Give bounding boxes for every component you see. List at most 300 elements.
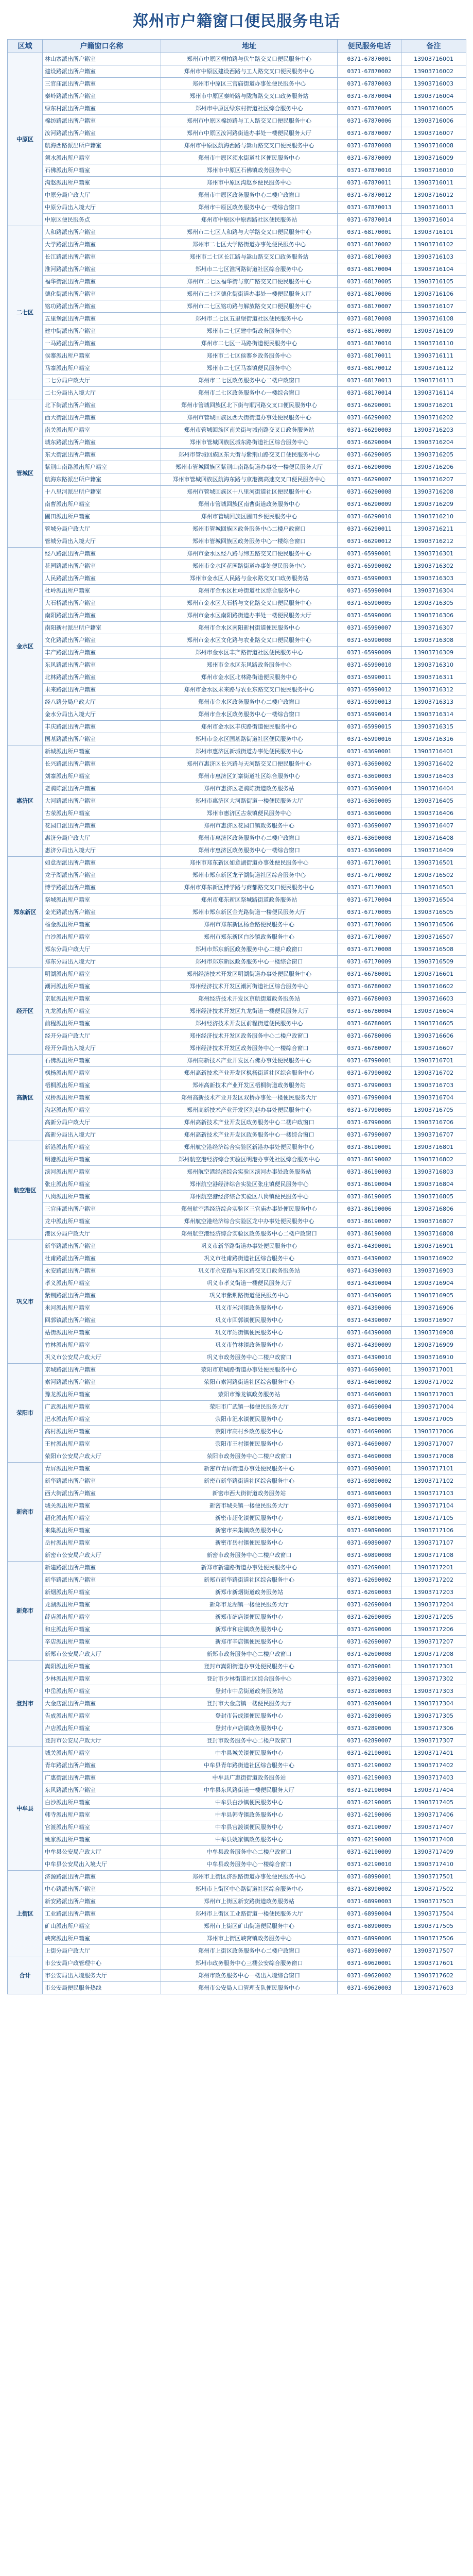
phone-cell: 0371-67990001 [338,1055,401,1067]
phone-cell: 0371-66290004 [338,436,401,449]
note-cell: 13903716205 [401,449,466,461]
window-name-cell: 梧桐派出所户籍室 [43,1079,161,1092]
address-cell: 郑州市金水区未来路与农业东路交叉口便民服务中心 [161,684,338,696]
window-name-cell: 峡窝派出所户籍室 [43,1933,161,1945]
note-cell: 13903716102 [401,239,466,251]
phone-cell: 0371-65990007 [338,622,401,634]
window-name-cell: 卢店派出所户籍室 [43,1722,161,1735]
table-row [8,140,466,152]
window-name-cell: 新安路派出所户籍室 [43,1895,161,1908]
window-name-cell: 大石桥派出所户籍室 [43,597,161,609]
phone-cell: 0371-64690006 [338,1426,401,1438]
note-cell: 13903716209 [401,498,466,511]
table-row [8,1141,466,1154]
address-cell: 郑州市郑东新区金光路街道一楼便民服务大厅 [161,906,338,919]
address-cell: 登封市卢店镇政务服务中心 [161,1722,338,1735]
window-name-cell: 东大街派出所户籍室 [43,449,161,461]
address-cell: 郑州市二七区政务服务中心二楼户政窗口 [161,375,338,387]
table-row [8,783,466,795]
district-cell: 新密市 [8,1463,43,1562]
phone-cell: 0371-64690005 [338,1413,401,1426]
table-row [8,1228,466,1240]
window-name-cell: 高村派出所户籍室 [43,1426,161,1438]
address-cell: 郑州市惠济区新城街道办事处便民服务中心 [161,745,338,758]
table-row [8,1586,466,1599]
table-header-row [8,40,466,53]
window-name-cell: 滨河派出所户籍室 [43,1166,161,1178]
window-name-cell: 经八路分局户政大厅 [43,696,161,708]
table-row [8,1191,466,1203]
phone-cell: 0371-67170002 [338,869,401,882]
note-cell: 13903716405 [401,795,466,807]
note-cell: 13903717303 [401,1685,466,1698]
table-row [8,684,466,696]
address-cell: 中牟县青年路街道社区综合服务中心 [161,1759,338,1772]
phone-cell: 0371-68990002 [338,1883,401,1895]
table-row [8,1351,466,1364]
address-cell: 郑州市上街区新安路街道政务服务站 [161,1895,338,1908]
note-cell: 13903716101 [401,226,466,239]
note-cell: 13903717504 [401,1908,466,1920]
note-cell: 13903716212 [401,535,466,548]
table-row [8,300,466,313]
address-cell: 中牟县韩寺镇政务服务中心 [161,1809,338,1821]
phone-cell: 0371-68990006 [338,1933,401,1945]
phone-cell: 0371-62190006 [338,1809,401,1821]
window-name-cell: 三官庙派出所户籍室 [43,78,161,90]
phone-cell: 0371-64690002 [338,1376,401,1388]
note-cell: 13903717506 [401,1933,466,1945]
window-name-cell: 秦岭路派出所户籍室 [43,90,161,103]
table-row [8,1698,466,1710]
window-name-cell: 刘寨派出所户籍室 [43,770,161,783]
note-cell: 13903717105 [401,1512,466,1524]
phone-cell: 0371-66780002 [338,980,401,993]
note-cell: 13903716509 [401,956,466,968]
window-name-cell: 城关派出所户籍室 [43,1747,161,1759]
phone-cell: 0371-67170003 [338,882,401,894]
address-cell: 郑州市中原区政务服务中心二楼户政窗口 [161,189,338,201]
phone-cell: 0371-67990003 [338,1079,401,1092]
table-row [8,1500,466,1512]
phone-cell: 0371-62190002 [338,1759,401,1772]
table-row [8,708,466,721]
table-row [8,449,466,461]
note-cell: 13903716211 [401,523,466,535]
table-row [8,115,466,127]
note-cell: 13903716401 [401,745,466,758]
note-cell: 13903716901 [401,1240,466,1252]
address-cell: 荥阳市广武镇一楼便民服务大厅 [161,1401,338,1413]
phone-cell: 0371-86190003 [338,1166,401,1178]
note-cell: 13903716306 [401,609,466,622]
address-cell: 郑州市金水区南阳路街道办事处一楼便民服务大厅 [161,609,338,622]
phone-cell: 0371-66290008 [338,486,401,498]
phone-cell: 0371-64390007 [338,1314,401,1327]
table-row [8,53,466,65]
window-name-cell: 白沙派出所户籍室 [43,931,161,943]
phone-cell: 0371-69890001 [338,1463,401,1475]
table-row [8,90,466,103]
phone-cell: 0371-64690004 [338,1401,401,1413]
address-cell: 郑州高新技术产业开发区政务服务中心二楼户政窗口 [161,1116,338,1129]
window-name-cell: 中原分局户政大厅 [43,189,161,201]
table-row [8,1055,466,1067]
table-row [8,1116,466,1129]
window-name-cell: 南关派出所户籍室 [43,424,161,436]
window-name-cell: 杨金派出所户籍室 [43,919,161,931]
district-cell: 二七区 [8,226,43,399]
district-cell: 航空港区 [8,1141,43,1240]
address-cell: 新郑市政务服务中心二楼户政窗口 [161,1648,338,1660]
window-name-cell: 白沙派出所户籍室 [43,1797,161,1809]
note-cell: 13903717301 [401,1660,466,1673]
window-name-cell: 回郭镇派出所户籍室 [43,1314,161,1327]
address-cell: 郑州市郑东新区如意湖街道办事处便民服务中心 [161,857,338,869]
phone-cell: 0371-62690005 [338,1611,401,1623]
note-cell: 13903716501 [401,857,466,869]
window-name-cell: 广武派出所户籍室 [43,1401,161,1413]
table-row [8,1426,466,1438]
table-row [8,1710,466,1722]
address-cell: 郑州高新技术产业开发区石佛办事处便民服务中心 [161,1055,338,1067]
phone-cell: 0371-64690001 [338,1364,401,1376]
phone-cell: 0371-67170009 [338,956,401,968]
window-name-cell: 北林路派出所户籍室 [43,671,161,684]
phone-cell: 0371-65990009 [338,647,401,659]
address-cell: 郑州市二七区福华街与京广路交叉口便民服务中心 [161,276,338,288]
phone-cell: 0371-66780004 [338,1005,401,1018]
window-name-cell: 济源路派出所户籍室 [43,1871,161,1883]
phone-cell: 0371-64390002 [338,1252,401,1265]
phone-cell: 0371-66290012 [338,535,401,548]
note-cell: 13903716108 [401,313,466,325]
address-cell: 郑州经济技术开发区潮河街道社区综合服务中心 [161,980,338,993]
note-cell: 13903716105 [401,276,466,288]
phone-cell: 0371-86190008 [338,1228,401,1240]
phone-cell: 0371-65990013 [338,696,401,708]
phone-cell: 0371-68170004 [338,263,401,276]
address-cell: 郑州市二七区长江路与嵩山路交叉口政务服务站 [161,251,338,263]
service-phone-table [7,39,466,1994]
table-row [8,1957,466,1970]
window-name-cell: 南阳新村派出所户籍室 [43,622,161,634]
address-cell: 郑州高新技术产业开发区沟赵办事处便民服务中心 [161,1104,338,1116]
window-name-cell: 来集派出所户籍室 [43,1524,161,1537]
note-cell: 13903716109 [401,325,466,337]
phone-cell: 0371-67170001 [338,857,401,869]
note-cell: 13903716707 [401,1129,466,1141]
note-cell: 13903716009 [401,152,466,164]
district-cell: 惠济区 [8,745,43,857]
address-cell: 郑州市中原区桐柏路与伏牛路交叉口便民服务中心 [161,53,338,65]
header-address: 地址 [161,40,338,53]
phone-cell: 0371-62890002 [338,1673,401,1685]
note-cell: 13903717409 [401,1846,466,1858]
window-name-cell: 三官庙派出所户籍室 [43,1203,161,1215]
table-row [8,1005,466,1018]
address-cell: 郑州市郑东新区白沙镇政务服务中心 [161,931,338,943]
note-cell: 13903717603 [401,1982,466,1994]
note-cell: 13903716013 [401,201,466,214]
address-cell: 郑州高新技术产业开发区政务服务中心一楼综合窗口 [161,1129,338,1141]
note-cell: 13903716004 [401,90,466,103]
address-cell: 巩义市米河镇政务服务中心 [161,1302,338,1314]
table-row [8,127,466,140]
table-row [8,1388,466,1401]
table-row [8,325,466,337]
address-cell: 新密市来集镇政务服务中心 [161,1524,338,1537]
window-name-cell: 八岗派出所户籍室 [43,1191,161,1203]
note-cell: 13903716011 [401,177,466,189]
window-name-cell: 金水分局出入境大厅 [43,708,161,721]
table-row [8,597,466,609]
phone-cell: 0371-67990005 [338,1104,401,1116]
table-row [8,795,466,807]
window-name-cell: 石佛派出所户籍室 [43,164,161,177]
table-row [8,1970,466,1982]
address-cell: 新密市青屏街道办事处便民服务中心 [161,1463,338,1475]
table-row [8,1611,466,1623]
address-cell: 郑州市惠济区政务服务中心二楼户政窗口 [161,832,338,844]
note-cell: 13903717203 [401,1586,466,1599]
note-cell: 13903717201 [401,1562,466,1574]
address-cell: 新郑市和庄镇政务服务中心 [161,1623,338,1636]
address-cell: 郑州经济技术开发区明湖街道办事处便民服务中心 [161,968,338,980]
table-row [8,288,466,300]
note-cell: 13903717207 [401,1636,466,1648]
address-cell: 郑州市二七区铭功路与解放路交叉口便民服务中心 [161,300,338,313]
phone-cell: 0371-67870012 [338,189,401,201]
phone-cell: 0371-62890005 [338,1710,401,1722]
phone-cell: 0371-86190007 [338,1215,401,1228]
note-cell: 13903716402 [401,758,466,770]
phone-cell: 0371-66290010 [338,511,401,523]
address-cell: 郑州经济技术开发区前程街道便民服务中心 [161,1018,338,1030]
table-row [8,1537,466,1549]
address-cell: 郑州市惠济区刘寨街道社区综合服务中心 [161,770,338,783]
window-name-cell: 韩寺派出所户籍室 [43,1809,161,1821]
table-row [8,226,466,239]
phone-cell: 0371-67870006 [338,115,401,127]
header-district: 区域 [8,40,43,53]
table-row [8,152,466,164]
window-name-cell: 圃田派出所户籍室 [43,511,161,523]
note-cell: 13903717307 [401,1735,466,1747]
phone-cell: 0371-67870005 [338,103,401,115]
address-cell: 郑州市中原区建设西路与工人路交叉口便民服务中心 [161,65,338,78]
table-row [8,1797,466,1809]
address-cell: 郑州市管城回族区南关街与城南路交叉口政务服务站 [161,424,338,436]
district-cell: 中牟县 [8,1747,43,1871]
window-name-cell: 告成派出所户籍室 [43,1710,161,1722]
note-cell: 13903716206 [401,461,466,473]
phone-cell: 0371-68990004 [338,1908,401,1920]
note-cell: 13903716002 [401,65,466,78]
district-cell: 管城区 [8,399,43,548]
address-cell: 郑州市金水区南阳新村街道便民服务中心 [161,622,338,634]
phone-cell: 0371-64390005 [338,1290,401,1302]
window-name-cell: 林山寨派出所户籍室 [43,53,161,65]
table-row [8,980,466,993]
phone-cell: 0371-69890003 [338,1487,401,1500]
phone-cell: 0371-62690002 [338,1574,401,1586]
address-cell: 郑州市管城回族区航海东路与京港澳高速交叉口便民服务中心 [161,473,338,486]
table-row [8,1240,466,1252]
note-cell: 13903716307 [401,622,466,634]
note-cell: 13903717305 [401,1710,466,1722]
phone-cell: 0371-63690008 [338,832,401,844]
phone-cell: 0371-62890007 [338,1735,401,1747]
window-name-cell: 米河派出所户籍室 [43,1302,161,1314]
note-cell: 13903716702 [401,1067,466,1079]
phone-cell: 0371-62690003 [338,1586,401,1599]
note-cell: 13903716309 [401,647,466,659]
address-cell: 郑州市中原区航海西路与嵩山路交叉口便民服务中心 [161,140,338,152]
address-cell: 郑州航空港经济综合实验区新港办事处便民服务中心 [161,1141,338,1154]
window-name-cell: 中心路派出所户籍室 [43,1883,161,1895]
note-cell: 13903717602 [401,1970,466,1982]
table-row [8,993,466,1005]
phone-cell: 0371-64390009 [338,1339,401,1351]
window-name-cell: 石佛派出所户籍室 [43,1055,161,1067]
window-name-cell: 豫龙派出所户籍室 [43,1388,161,1401]
note-cell: 13903717103 [401,1487,466,1500]
address-cell: 郑州市管城回族区北下街与顺河路交叉口便民服务中心 [161,399,338,412]
note-cell: 13903717401 [401,1747,466,1759]
address-cell: 郑州市郑东新区祭城路街道政务服务站 [161,894,338,906]
table-row [8,1685,466,1698]
phone-cell: 0371-86190002 [338,1154,401,1166]
window-name-cell: 西大街派出所户籍室 [43,412,161,424]
phone-cell: 0371-62890004 [338,1698,401,1710]
table-row [8,1809,466,1821]
window-name-cell: 工业路派出所户籍室 [43,1908,161,1920]
note-cell: 13903717302 [401,1673,466,1685]
address-cell: 郑州市中原区沟赵乡便民服务中心 [161,177,338,189]
window-name-cell: 长兴路派出所户籍室 [43,758,161,770]
phone-cell: 0371-67870010 [338,164,401,177]
table-row [8,1413,466,1426]
table-row [8,214,466,226]
phone-cell: 0371-86190006 [338,1203,401,1215]
table-row [8,1463,466,1475]
note-cell: 13903716204 [401,436,466,449]
note-cell: 13903717402 [401,1759,466,1772]
table-row [8,659,466,671]
window-name-cell: 管城分局出入境大厅 [43,535,161,548]
phone-cell: 0371-67990007 [338,1129,401,1141]
note-cell: 13903717407 [401,1821,466,1834]
address-cell: 新密市政务服务中心二楼户政窗口 [161,1549,338,1562]
window-name-cell: 竹林派出所户籍室 [43,1339,161,1351]
window-name-cell: 丰产路派出所户籍室 [43,647,161,659]
district-cell: 巩义市 [8,1240,43,1364]
window-name-cell: 新华路派出所户籍室 [43,1574,161,1586]
note-cell: 13903716602 [401,980,466,993]
note-cell: 13903716007 [401,127,466,140]
window-name-cell: 巩义市公安局户政大厅 [43,1351,161,1364]
note-cell: 13903716604 [401,1005,466,1018]
phone-cell: 0371-66290009 [338,498,401,511]
window-name-cell: 新密市公安局户政大厅 [43,1549,161,1562]
phone-cell: 0371-69890006 [338,1524,401,1537]
district-cell: 合计 [8,1957,43,1994]
district-cell: 郑东新区 [8,857,43,968]
table-row [8,956,466,968]
address-cell: 郑州市二七区淮河路街道社区综合服务中心 [161,263,338,276]
phone-cell: 0371-68170012 [338,362,401,375]
phone-cell: 0371-62690006 [338,1623,401,1636]
table-row [8,1747,466,1759]
address-cell: 登封市中岳街道政务服务站 [161,1685,338,1698]
window-name-cell: 经开分局户政大厅 [43,1030,161,1042]
phone-cell: 0371-67170004 [338,894,401,906]
note-cell: 13903716906 [401,1302,466,1314]
phone-cell: 0371-62890001 [338,1660,401,1673]
window-name-cell: 潮河派出所户籍室 [43,980,161,993]
table-row [8,1920,466,1933]
address-cell: 新郑市龙湖镇一楼便民服务大厅 [161,1599,338,1611]
note-cell: 13903716407 [401,820,466,832]
window-name-cell: 新郑市公安局户政大厅 [43,1648,161,1660]
address-cell: 郑州航空港经济综合实验区龙中办事处便民服务中心 [161,1215,338,1228]
phone-cell: 0371-68170003 [338,251,401,263]
address-cell: 郑州经济技术开发区政务服务中心二楼户政窗口 [161,1030,338,1042]
table-row [8,1623,466,1636]
address-cell: 郑州市惠济区政务服务中心一楼综合窗口 [161,844,338,857]
table-row [8,1438,466,1450]
phone-cell: 0371-67870013 [338,201,401,214]
note-cell: 13903717208 [401,1648,466,1660]
address-cell: 郑州市二七区人和路与大学路交叉口便民服务中心 [161,226,338,239]
note-cell: 13903716804 [401,1178,466,1191]
window-name-cell: 辛店派出所户籍室 [43,1636,161,1648]
note-cell: 13903717102 [401,1475,466,1487]
table-row [8,622,466,634]
table-row [8,1933,466,1945]
address-cell: 郑州市金水区北林路街道便民服务中心 [161,671,338,684]
window-name-cell: 建中街派出所户籍室 [43,325,161,337]
phone-cell: 0371-62190004 [338,1784,401,1797]
window-name-cell: 姚家派出所户籍室 [43,1834,161,1846]
table-row [8,1648,466,1660]
phone-cell: 0371-67990004 [338,1092,401,1104]
address-cell: 郑州市惠济区老鸦陈街道政务服务站 [161,783,338,795]
note-cell: 13903717006 [401,1426,466,1438]
window-name-cell: 高新分局户政大厅 [43,1116,161,1129]
phone-cell: 0371-66780001 [338,968,401,980]
note-cell: 13903716505 [401,906,466,919]
note-cell: 13903717406 [401,1809,466,1821]
phone-cell: 0371-66290001 [338,399,401,412]
table-row [8,1166,466,1178]
note-cell: 13903717505 [401,1920,466,1933]
window-name-cell: 文化路派出所户籍室 [43,634,161,647]
window-name-cell: 新港派出所户籍室 [43,1141,161,1154]
note-cell: 13903717403 [401,1772,466,1784]
address-cell: 郑州市金水区政务服务中心二楼户政窗口 [161,696,338,708]
table-row [8,1339,466,1351]
address-cell: 郑州市管城回族区东大街与紫荆山路交叉口便民服务中心 [161,449,338,461]
window-name-cell: 航海东路派出所户籍室 [43,473,161,486]
address-cell: 郑州市惠济区大河路街道一楼便民服务大厅 [161,795,338,807]
phone-cell: 0371-67870002 [338,65,401,78]
window-name-cell: 索河路派出所户籍室 [43,1376,161,1388]
window-name-cell: 未来路派出所户籍室 [43,684,161,696]
note-cell: 13903716114 [401,387,466,399]
window-name-cell: 汜水派出所户籍室 [43,1413,161,1426]
